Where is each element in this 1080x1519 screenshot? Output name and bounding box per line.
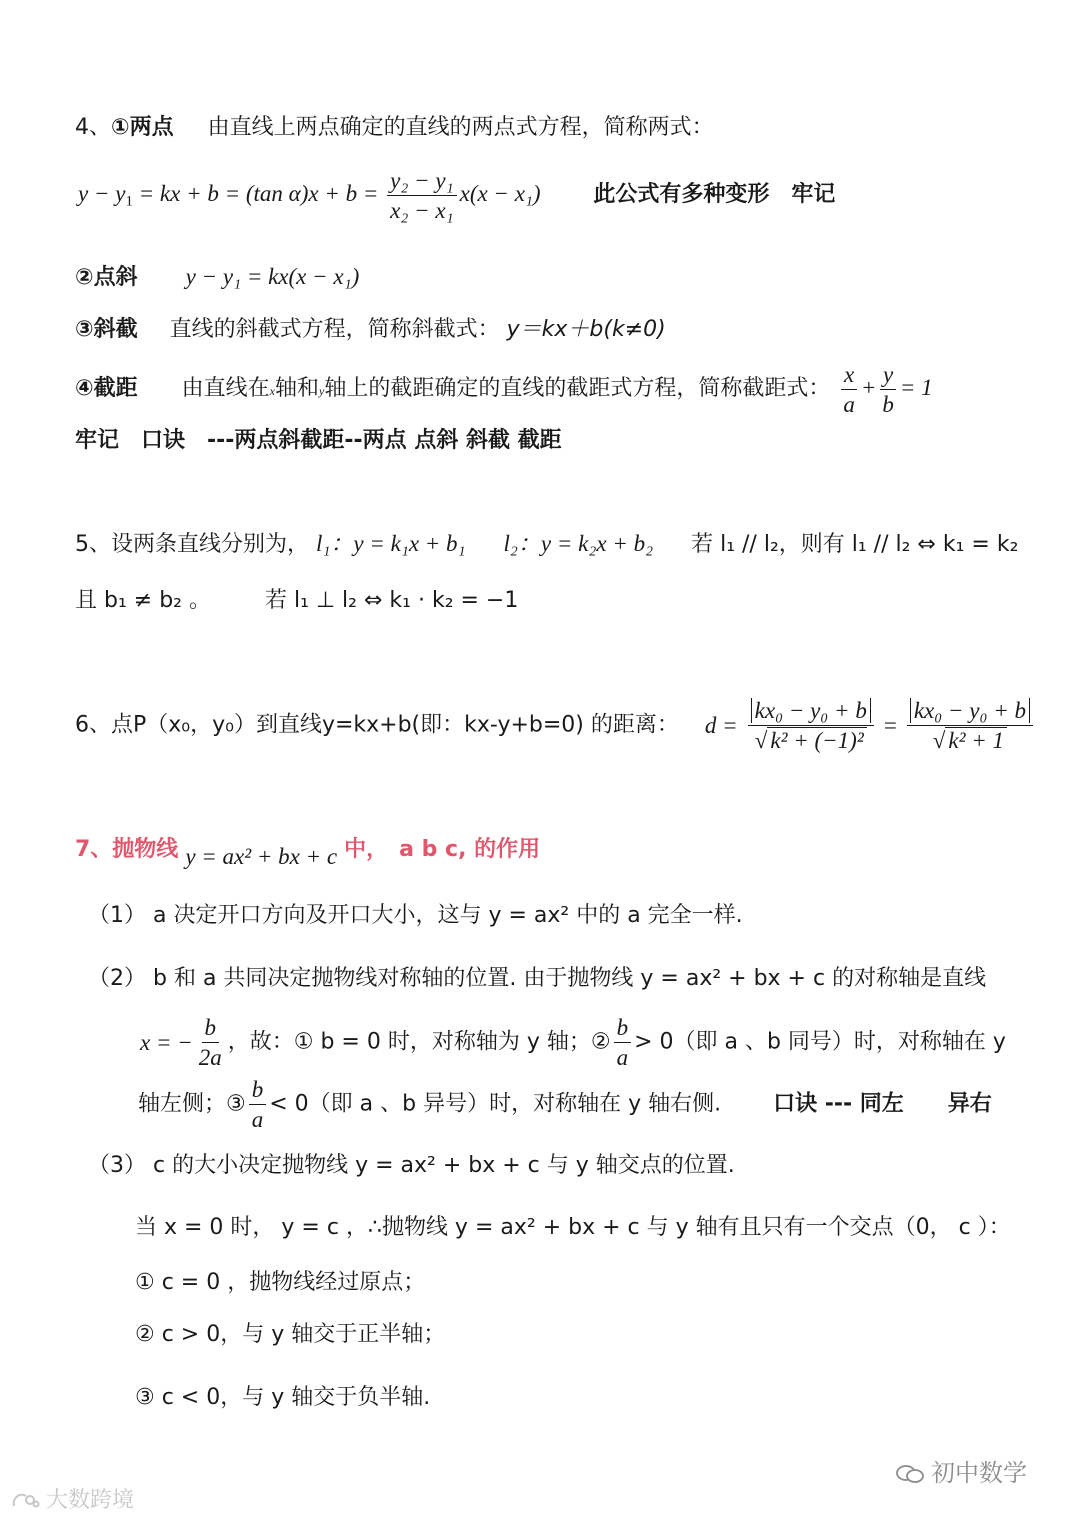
s5-line2 xyxy=(75,588,518,614)
method-desc: 由直线上两点确定的直线的两点式方程，简称两式： xyxy=(207,115,714,140)
method-desc: 直线的斜截式方程，简称斜截式： xyxy=(169,317,500,342)
section-title: 7、抛物线 xyxy=(75,837,179,862)
fraction-denominator: a xyxy=(616,1045,629,1071)
brand-logo-icon xyxy=(10,1490,40,1512)
case-text: > 0（即 a 、b 同号）时，对称轴在 y xyxy=(634,1029,1006,1055)
fraction-denominator: a xyxy=(843,392,855,418)
s7-p2b xyxy=(140,1015,1006,1071)
s4-heading-line xyxy=(75,115,714,141)
section-text: 5、设两条直线分别为， xyxy=(75,532,309,557)
distance-d: d = xyxy=(704,713,738,738)
s7-p1: （1） a 决定开口方向及开口大小，这与 y = ax² 中的 a 完全一样. xyxy=(88,903,743,928)
fraction-numerator: x xyxy=(841,362,857,390)
s4-formula-line xyxy=(78,168,835,224)
fraction-denominator: 2a xyxy=(198,1045,222,1071)
fraction-numerator: y xyxy=(880,362,896,390)
s7-p2c xyxy=(138,1077,992,1133)
axis-formula: x = − xyxy=(140,1030,193,1055)
fraction-numerator: b xyxy=(249,1077,267,1105)
distance-fraction-1: $\frac{\text{kx₀ − y₀ + b}}{\text{√ k² + (−1)²}}$ xyxy=(748,698,874,754)
var-x: x xyxy=(269,384,275,399)
fraction-denominator: a xyxy=(251,1107,264,1133)
slope-fraction xyxy=(387,168,456,224)
fraction-numerator: kx₀ − y₀ + b xyxy=(751,698,871,723)
fraction-numerator: b xyxy=(614,1015,632,1043)
section-title: 中， a b c, 的作用 xyxy=(344,837,541,862)
s7-p3: （3） c 的大小决定抛物线 y = ax² + bx + c 与 y 轴交点的位置. xyxy=(88,1153,735,1178)
equals-sign: = xyxy=(883,713,897,738)
s7-p3a: 当 x = 0 时， y = c ，∴抛物线 y = ax² + bx + c 与 y 轴有且只有一个交点（0， c ）： xyxy=(135,1215,1011,1240)
s4-intercept-line xyxy=(75,362,933,418)
method-label-slope-intercept: ③斜截 xyxy=(75,317,138,342)
wechat-icon xyxy=(895,1463,925,1485)
distance-text: 6、点P（x₀，y₀）到直线y=kx+b(即：kx-y+b=0) 的距离： xyxy=(75,712,679,738)
distance-fraction-2: $\frac{\text{kx₀ − y₀ + b}}{\text{√ k² + 1}}$ xyxy=(907,698,1033,754)
slope-intercept-formula: y＝kx＋b(k≠0) xyxy=(506,317,666,342)
formula-two-point: $y - y_1$ = kx + b = (tan α)x + b = $\frac{\text{y₂ − y₁}}{\text{x₂ − x₁}}$ x(x − x₁) xyxy=(78,168,541,224)
fraction-numerator: y₂ − y₁ xyxy=(387,168,456,196)
s7-p2a: （2） b 和 a 共同决定抛物线对称轴的位置. 由于抛物线 y = ax² + bx + c 的对称轴是直线 xyxy=(88,966,987,991)
watermark-text: 初中数学 xyxy=(931,1459,1027,1487)
line-l2-equation: l₂：y = k₂x + b₂ xyxy=(503,531,654,556)
watermark-left xyxy=(10,1483,134,1514)
s7-c2: ② c > 0，与 y 轴交于正半轴； xyxy=(135,1322,446,1347)
fraction-numerator: b xyxy=(202,1015,220,1043)
fraction-denominator: k² + 1 xyxy=(945,727,1007,753)
watermark-text: 大数跨境 xyxy=(46,1488,135,1513)
s7-title xyxy=(75,835,541,869)
method-desc: 轴上的截距确定的直线的截距式方程，简称截距式： xyxy=(324,376,831,402)
s4-mnemonic: 牢记 口诀 ---两点斜截距--两点 点斜 斜截 截距 xyxy=(75,428,562,453)
section-number: 4、 xyxy=(75,115,111,140)
formula-mid: = kx + b = (tan α)x + b = xyxy=(132,181,385,207)
memo-note: 此公式有多种变形 牢记 xyxy=(593,182,836,208)
mnemonic: 口诀 --- 同左 异右 xyxy=(773,1091,992,1117)
fraction-denominator: b xyxy=(882,392,894,418)
parallel-condition: 若 l₁ // l₂，则有 l₁ // l₂ ⇔ k₁ = k₂ xyxy=(691,532,1019,557)
fraction-denominator: k² + (−1)² xyxy=(767,727,866,753)
fraction-numerator: kx₀ − y₀ + b xyxy=(910,698,1030,723)
formula-tail: x(x − x₁) xyxy=(459,181,541,207)
line-l1-equation: l₁：y = k₁x + b₁ xyxy=(316,531,466,556)
case-text: < 0（即 a 、b 异号）时，对称轴在 y 轴右侧. xyxy=(269,1091,722,1117)
formula-lhs: y − y xyxy=(78,181,126,207)
section-text: 且 b₁ ≠ b₂ 。 xyxy=(75,588,211,613)
method-label-two-point: ①两点 xyxy=(111,115,174,140)
point-slope-formula: y − y₁ = kx(x − x₁) xyxy=(185,264,360,289)
method-desc: 由直线在 xyxy=(181,376,270,402)
intercept-formula: $\frac{x}{a}$ + $\frac{y}{b}$ = 1 xyxy=(837,375,932,400)
parabola-formula: y = ax² + bx + c xyxy=(185,844,338,869)
method-label-point-slope: ②点斜 xyxy=(75,265,138,290)
method-desc: 轴和 xyxy=(274,376,319,402)
s6-line xyxy=(75,698,1036,754)
fraction-denominator: x₂ − x₁ xyxy=(390,198,454,224)
case-text: ，故：① b = 0 时，对称轴为 y 轴；② xyxy=(227,1029,611,1055)
s7-c1: ① c = 0 ，抛物线经过原点； xyxy=(135,1270,426,1295)
s4-point-slope-line xyxy=(75,263,359,291)
s4-slope-intercept-line xyxy=(75,317,666,343)
case-text: 轴左侧；③ xyxy=(138,1091,246,1117)
s5-line1 xyxy=(75,530,1018,558)
var-y: y xyxy=(319,384,325,399)
equals-one: = 1 xyxy=(899,375,933,401)
perpendicular-condition: 若 l₁ ⊥ l₂ ⇔ k₁ · k₂ = −1 xyxy=(264,588,519,613)
method-label-intercept: ④截距 xyxy=(75,376,138,402)
s7-c3: ③ c < 0，与 y 轴交于负半轴. xyxy=(135,1385,431,1410)
watermark-right xyxy=(895,1453,1027,1488)
